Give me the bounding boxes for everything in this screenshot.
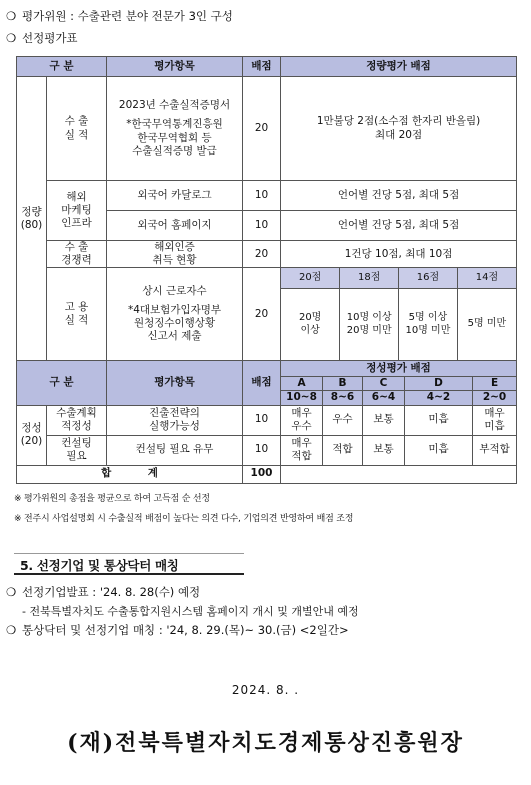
- bullet-circle-icon: ❍: [6, 9, 17, 23]
- overseas-score-homepage: 10: [243, 211, 281, 241]
- competitiveness-score: 20: [243, 241, 281, 268]
- emp-range: 5명 이상 10명 미만: [399, 288, 458, 360]
- range-c: 6~4: [363, 391, 405, 405]
- employment-row: [17, 268, 517, 361]
- document-date: 2024. 8. .: [231, 683, 300, 697]
- matching-line: ❍ 통상닥터 및 선정기업 매칭 : '24, 8. 29.(목)~ 30.(금) <2일간>: [6, 623, 349, 637]
- total-label: 합 계: [17, 465, 243, 483]
- overseas-item-catalog: 외국어 카달로그: [107, 181, 243, 211]
- consult-grade-d: 미흡: [405, 435, 473, 465]
- quant-header-row: [17, 57, 517, 77]
- range-b: 8~6: [323, 391, 363, 405]
- emp-point: 20점: [281, 268, 340, 288]
- grade-c: C: [363, 377, 405, 391]
- plan-grade-b: 우수: [323, 405, 363, 435]
- plan-score: 10: [243, 405, 281, 435]
- announce-detail: - 전북특별자치도 수출통합지원시스템 홈페이지 개시 및 개별안내 예정: [22, 605, 359, 618]
- consult-grade-b: 적합: [323, 435, 363, 465]
- export-perf-category: 수 출 실 적: [47, 77, 107, 181]
- grade-a: A: [281, 377, 323, 391]
- employment-score: 20: [243, 268, 281, 361]
- grade-e: E: [473, 377, 517, 391]
- employment-item: 상시 근로자수 *4대보험가입자명부 원청징수이행상황 신고서 제출: [107, 268, 243, 361]
- evaluator-line: ❍ 평가위원 : 수출관련 분야 전문가 3인 구성: [6, 9, 233, 23]
- quant-label: 정량 (80): [17, 77, 47, 361]
- bullet-circle-icon: ❍: [6, 585, 17, 599]
- qual-label: 정성 (20): [17, 405, 47, 465]
- range-d: 4~2: [405, 391, 473, 405]
- evaluation-table: [16, 56, 517, 484]
- consult-grade-a: 매우 적합: [281, 435, 323, 465]
- overseas-desc-homepage: 언어별 건당 5점, 최대 5점: [281, 211, 517, 241]
- note-adjustment: ※ 전주시 사업설명회 시 수출실적 배점이 높다는 의견 다수, 기업의견 반영하여 배점 조정: [14, 514, 354, 524]
- employment-grid: [281, 268, 517, 361]
- employment-category: 고 용 실 적: [47, 268, 107, 361]
- consult-score: 10: [243, 435, 281, 465]
- header-quant: 정량평가 배점: [281, 57, 517, 77]
- competitiveness-item: 해외인증 취득 현황: [107, 241, 243, 268]
- consult-grade-e: 부적합: [473, 435, 517, 465]
- consult-grade-c: 보통: [363, 435, 405, 465]
- bullet-circle-icon: ❍: [6, 623, 17, 637]
- announce-line: ❍ 선정기업발표 : '24. 8. 28(수) 예정: [6, 585, 201, 599]
- range-e: 2~0: [473, 391, 517, 405]
- competitiveness-desc: 1건당 10점, 최대 10점: [281, 241, 517, 268]
- export-perf-score: 20: [243, 77, 281, 181]
- total-row: [17, 465, 517, 483]
- emp-range: 5명 미만: [457, 288, 516, 360]
- eval-table-heading: ❍ 선정평가표: [6, 31, 78, 45]
- qual-header-title: 정성평가 배점: [281, 361, 517, 377]
- consult-row: [17, 435, 517, 465]
- plan-category: 수출계획 적정성: [47, 405, 107, 435]
- plan-item: 진출전략의 실행가능성: [107, 405, 243, 435]
- overseas-desc-catalog: 언어별 건당 5점, 최대 5점: [281, 181, 517, 211]
- export-perf-row: [17, 77, 517, 181]
- grade-b: B: [323, 377, 363, 391]
- total-score: 100: [243, 465, 281, 483]
- header-score: 배점: [243, 57, 281, 77]
- qual-header-score: 배점: [243, 361, 281, 405]
- section-5-title: 5. 선정기업 및 통상닥터 매칭: [14, 553, 244, 575]
- export-perf-item: 2023년 수출실적증명서 *한국무역통계진흥원 한국무역협회 등 수출실적증명 발급: [107, 77, 243, 181]
- plan-grade-c: 보통: [363, 405, 405, 435]
- header-category: 구 분: [17, 57, 107, 77]
- range-a: 10~8: [281, 391, 323, 405]
- emp-point: 14점: [457, 268, 516, 288]
- plan-grade-d: 미흡: [405, 405, 473, 435]
- qual-header-category: 구 분: [17, 361, 107, 405]
- signer-name: (재)전북특별자치도경제통상진흥원장: [67, 730, 464, 756]
- emp-range: 10명 이상 20명 미만: [340, 288, 399, 360]
- header-item: 평가항목: [107, 57, 243, 77]
- plan-grade-e: 매우 미흡: [473, 405, 517, 435]
- plan-row: [17, 405, 517, 435]
- qual-header-row: [17, 361, 517, 377]
- competitiveness-category: 수 출 경쟁력: [47, 241, 107, 268]
- overseas-category: 해외 마케팅 인프라: [47, 181, 107, 241]
- consult-category: 컨설팅 필요: [47, 435, 107, 465]
- total-empty: [281, 465, 517, 483]
- plan-grade-a: 매우 우수: [281, 405, 323, 435]
- grade-d: D: [405, 377, 473, 391]
- emp-point: 18점: [340, 268, 399, 288]
- emp-point: 16점: [399, 268, 458, 288]
- qual-header-item: 평가항목: [107, 361, 243, 405]
- bullet-circle-icon: ❍: [6, 31, 17, 45]
- overseas-score-catalog: 10: [243, 181, 281, 211]
- overseas-item-homepage: 외국어 홈페이지: [107, 211, 243, 241]
- note-average: ※ 평가위원의 총점을 평균으로 하여 고득점 순 선정: [14, 494, 210, 504]
- competitiveness-row: [17, 241, 517, 268]
- export-perf-desc: 1만불당 2점(소수점 한자리 반올림) 최대 20점: [281, 77, 517, 181]
- overseas-row-1: [17, 181, 517, 211]
- emp-range: 20명 이상: [281, 288, 340, 360]
- consult-item: 컨설팅 필요 유무: [107, 435, 243, 465]
